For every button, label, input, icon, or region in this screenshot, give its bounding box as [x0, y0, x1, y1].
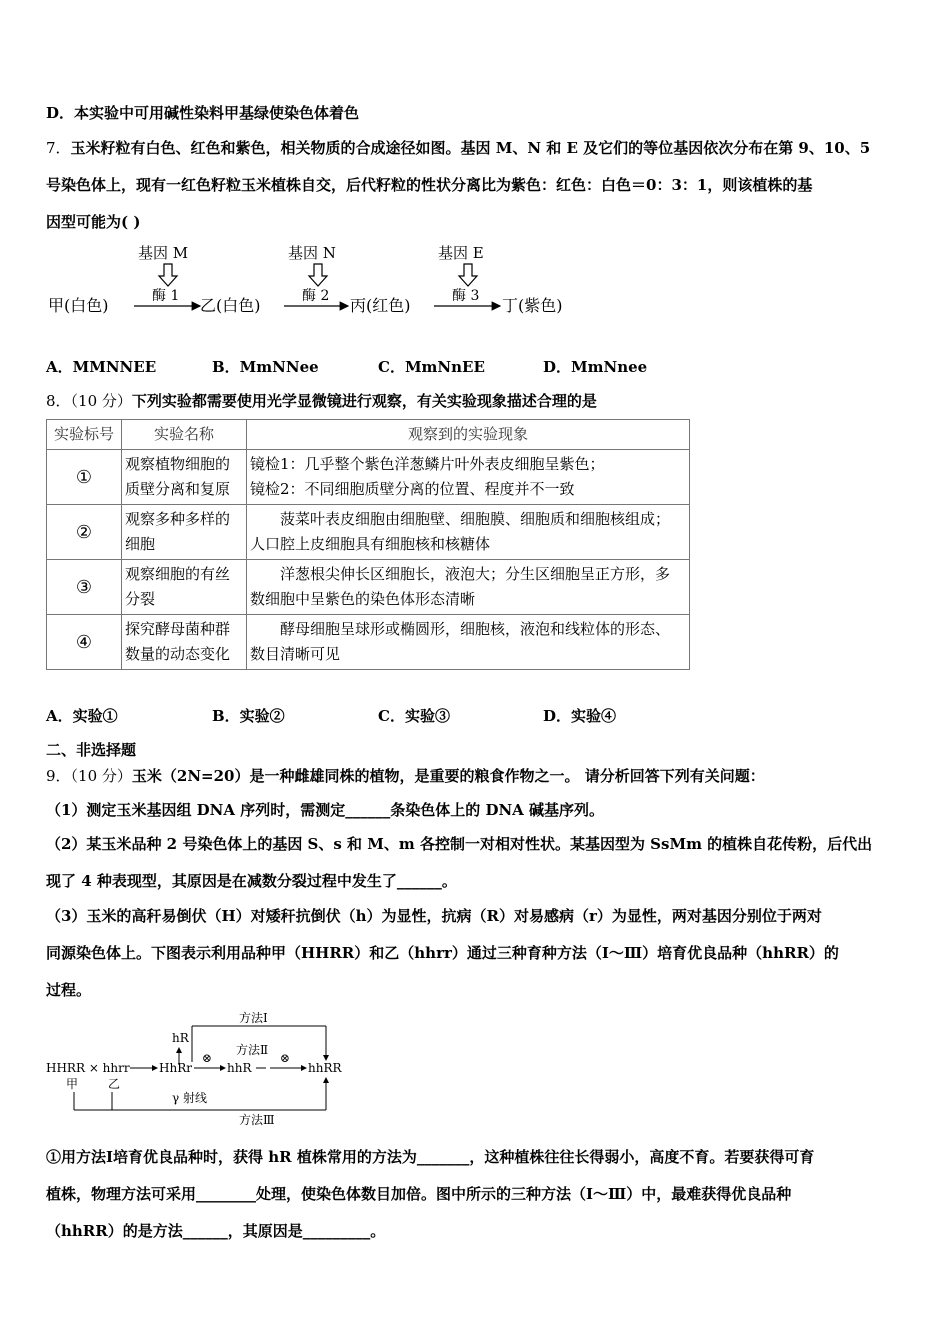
enzyme-1-label: 酶 1	[152, 288, 180, 304]
row-name: 观察细胞的有丝 分裂	[122, 560, 247, 615]
q8-option-d: D．实验④	[543, 707, 617, 725]
q9-score: （10 分）	[70, 767, 132, 785]
row-id: ②	[47, 505, 122, 560]
parent-yi-label: 乙	[108, 1077, 121, 1091]
q8-text: 下列实验都需要使用光学显微镜进行观察，有关实验现象描述合理的是	[131, 392, 597, 410]
method-2-label: 方法Ⅱ	[236, 1043, 269, 1057]
row-id: ①	[47, 450, 122, 505]
down-arrow-icon	[159, 264, 177, 286]
row-name: 观察多种多样的 细胞	[122, 505, 247, 560]
q7-option-a: A．MMNNEE	[46, 358, 157, 376]
q8-experiment-table	[46, 419, 690, 670]
q8-option-c: C．实验③	[378, 707, 450, 725]
parent-jia-label: 甲	[66, 1077, 79, 1091]
q9-stem	[46, 765, 765, 786]
enzyme-3-label: 酶 3	[452, 288, 480, 304]
q8-number: 8．	[46, 392, 71, 410]
q6-option-d: D．本实验中可用碱性染料甲基绿使染色体着色	[46, 104, 360, 122]
substance-ding: 丁(紫色)	[502, 296, 563, 315]
q9-part2-line2: 现了 4 种表现型，其原因是在减数分裂过程中发生了______。	[46, 872, 457, 890]
row-id: ③	[47, 560, 122, 615]
product-hhrr-label: hhRR	[308, 1061, 342, 1075]
down-arrow-icon	[309, 264, 327, 286]
substance-jia: 甲(白色)	[48, 296, 109, 315]
gamma-ray-label: γ 射线	[172, 1091, 207, 1105]
haploid-hr-label: hR	[172, 1031, 189, 1045]
table-header-row	[47, 420, 690, 450]
q9-part3-line2: 同源染色体上。下图表示利用品种甲（HHRR）和乙（hhrr）通过三种育种方法（Ⅰ～Ⅲ）培育优良品种（hhRR）的	[46, 944, 839, 962]
table-row	[47, 450, 690, 505]
row-name: 探究酵母菌种群 数量的动态变化	[122, 615, 247, 670]
gene-n-label: 基因 N	[288, 244, 336, 262]
q9-number: 9．	[46, 767, 71, 785]
q8-stem	[46, 390, 597, 411]
method-1-label: 方法Ⅰ	[239, 1011, 268, 1025]
row-observation: 菠菜叶表皮细胞由细胞壁、细胞膜、细胞质和细胞核组成； 人口腔上皮细胞具有细胞核和核糖体	[247, 505, 690, 560]
q7-stem-line1	[46, 137, 870, 158]
q7-option-d: D．MmNnee	[543, 358, 648, 376]
q9-part2-line1: （2）某玉米品种 2 号染色体上的基因 S、s 和 M、m 各控制一对相对性状。某基因型为 SsMm 的植株自花传粉，后代出	[46, 835, 873, 853]
enzyme-2-label: 酶 2	[302, 288, 330, 304]
q7-pathway-diagram	[40, 240, 600, 325]
row-name: 观察植物细胞的 质壁分离和复原	[122, 450, 247, 505]
q9-text: 玉米（2N=20）是一种雌雄同株的植物，是重要的粮食作物之一。 请分析回答下列有关问题：	[131, 767, 765, 785]
breeding-methods-diagram	[44, 1010, 364, 1130]
table-row	[47, 505, 690, 560]
q7-stem-line3: 因型可能为( )	[46, 213, 141, 231]
section-title: 二、非选择题	[46, 741, 137, 759]
self-pollination-1-icon: ⊗	[202, 1051, 213, 1065]
q9-part3-line1: （3）玉米的高秆易倒伏（H）对矮秆抗倒伏（h）为显性，抗病（R）对易感病（r）为显性，两对基因分别位于两对	[46, 907, 822, 925]
q9-part3-line3: 过程。	[46, 981, 92, 999]
q8-option-b: B．实验②	[212, 707, 285, 725]
row-observation: 酵母细胞呈球形或椭圆形，细胞核，液泡和线粒体的形态、 数目清晰可见	[247, 615, 690, 670]
row-observation: 洋葱根尖伸长区细胞长，液泡大；分生区细胞呈正方形，多 数细胞中呈紫色的染色体形态清晰	[247, 560, 690, 615]
q7-text-line1: 玉米籽粒有白色、红色和紫色，相关物质的合成途径如图。基因 M、N 和 E 及它们的等位基因依次分布在第 9、10、5	[70, 139, 871, 157]
self-pollination-2-icon: ⊗	[280, 1051, 291, 1065]
q9-answer-line1: ①用方法Ⅰ培育优良品种时，获得 hR 植株常用的方法为_______，这种植株往往长得弱小，高度不育。若要获得可育	[46, 1148, 815, 1166]
q7-number: 7．	[46, 139, 71, 157]
down-arrow-icon	[459, 264, 477, 286]
header-exp-name: 实验名称	[122, 420, 247, 450]
table-row	[47, 615, 690, 670]
q7-option-c: C．MmNnEE	[378, 358, 485, 376]
hhr-label: hhR	[227, 1061, 252, 1075]
substance-bing: 丙(红色)	[350, 296, 411, 315]
q9-part1: （1）测定玉米基因组 DNA 序列时，需测定______条染色体上的 DNA 碱基序列。	[46, 801, 605, 819]
header-exp-observation: 观察到的实验现象	[247, 420, 690, 450]
q8-score: （10 分）	[70, 392, 132, 410]
row-id: ④	[47, 615, 122, 670]
parent-cross-label: HHRR × hhrr	[46, 1061, 130, 1075]
header-exp-id: 实验标号	[47, 420, 122, 450]
q8-option-a: A．实验①	[46, 707, 118, 725]
method-3-label: 方法Ⅲ	[239, 1113, 275, 1127]
row-observation: 镜检1：几乎整个紫色洋葱鳞片叶外表皮细胞呈紫色； 镜检2：不同细胞质壁分离的位置、程度并不一致	[247, 450, 690, 505]
f1-hhrr-label: HhRr	[159, 1061, 192, 1075]
q9-answer-line2: 植株，物理方法可采用________处理，使染色体数目加倍。图中所示的三种方法（Ⅰ～Ⅲ）中，最难获得优良品种	[46, 1185, 792, 1203]
gene-m-label: 基因 M	[138, 244, 189, 262]
q7-option-b: B．MmNNee	[212, 358, 319, 376]
gene-e-label: 基因 E	[438, 244, 484, 262]
substance-yi: 乙(白色)	[200, 296, 261, 315]
table-row	[47, 560, 690, 615]
q7-stem-line2: 号染色体上，现有一红色籽粒玉米植株自交，后代籽粒的性状分离比为紫色：红色：白色＝0：3：1，则该植株的基	[46, 176, 813, 194]
q9-answer-line3: （hhRR）的是方法______，其原因是_________。	[46, 1222, 386, 1240]
